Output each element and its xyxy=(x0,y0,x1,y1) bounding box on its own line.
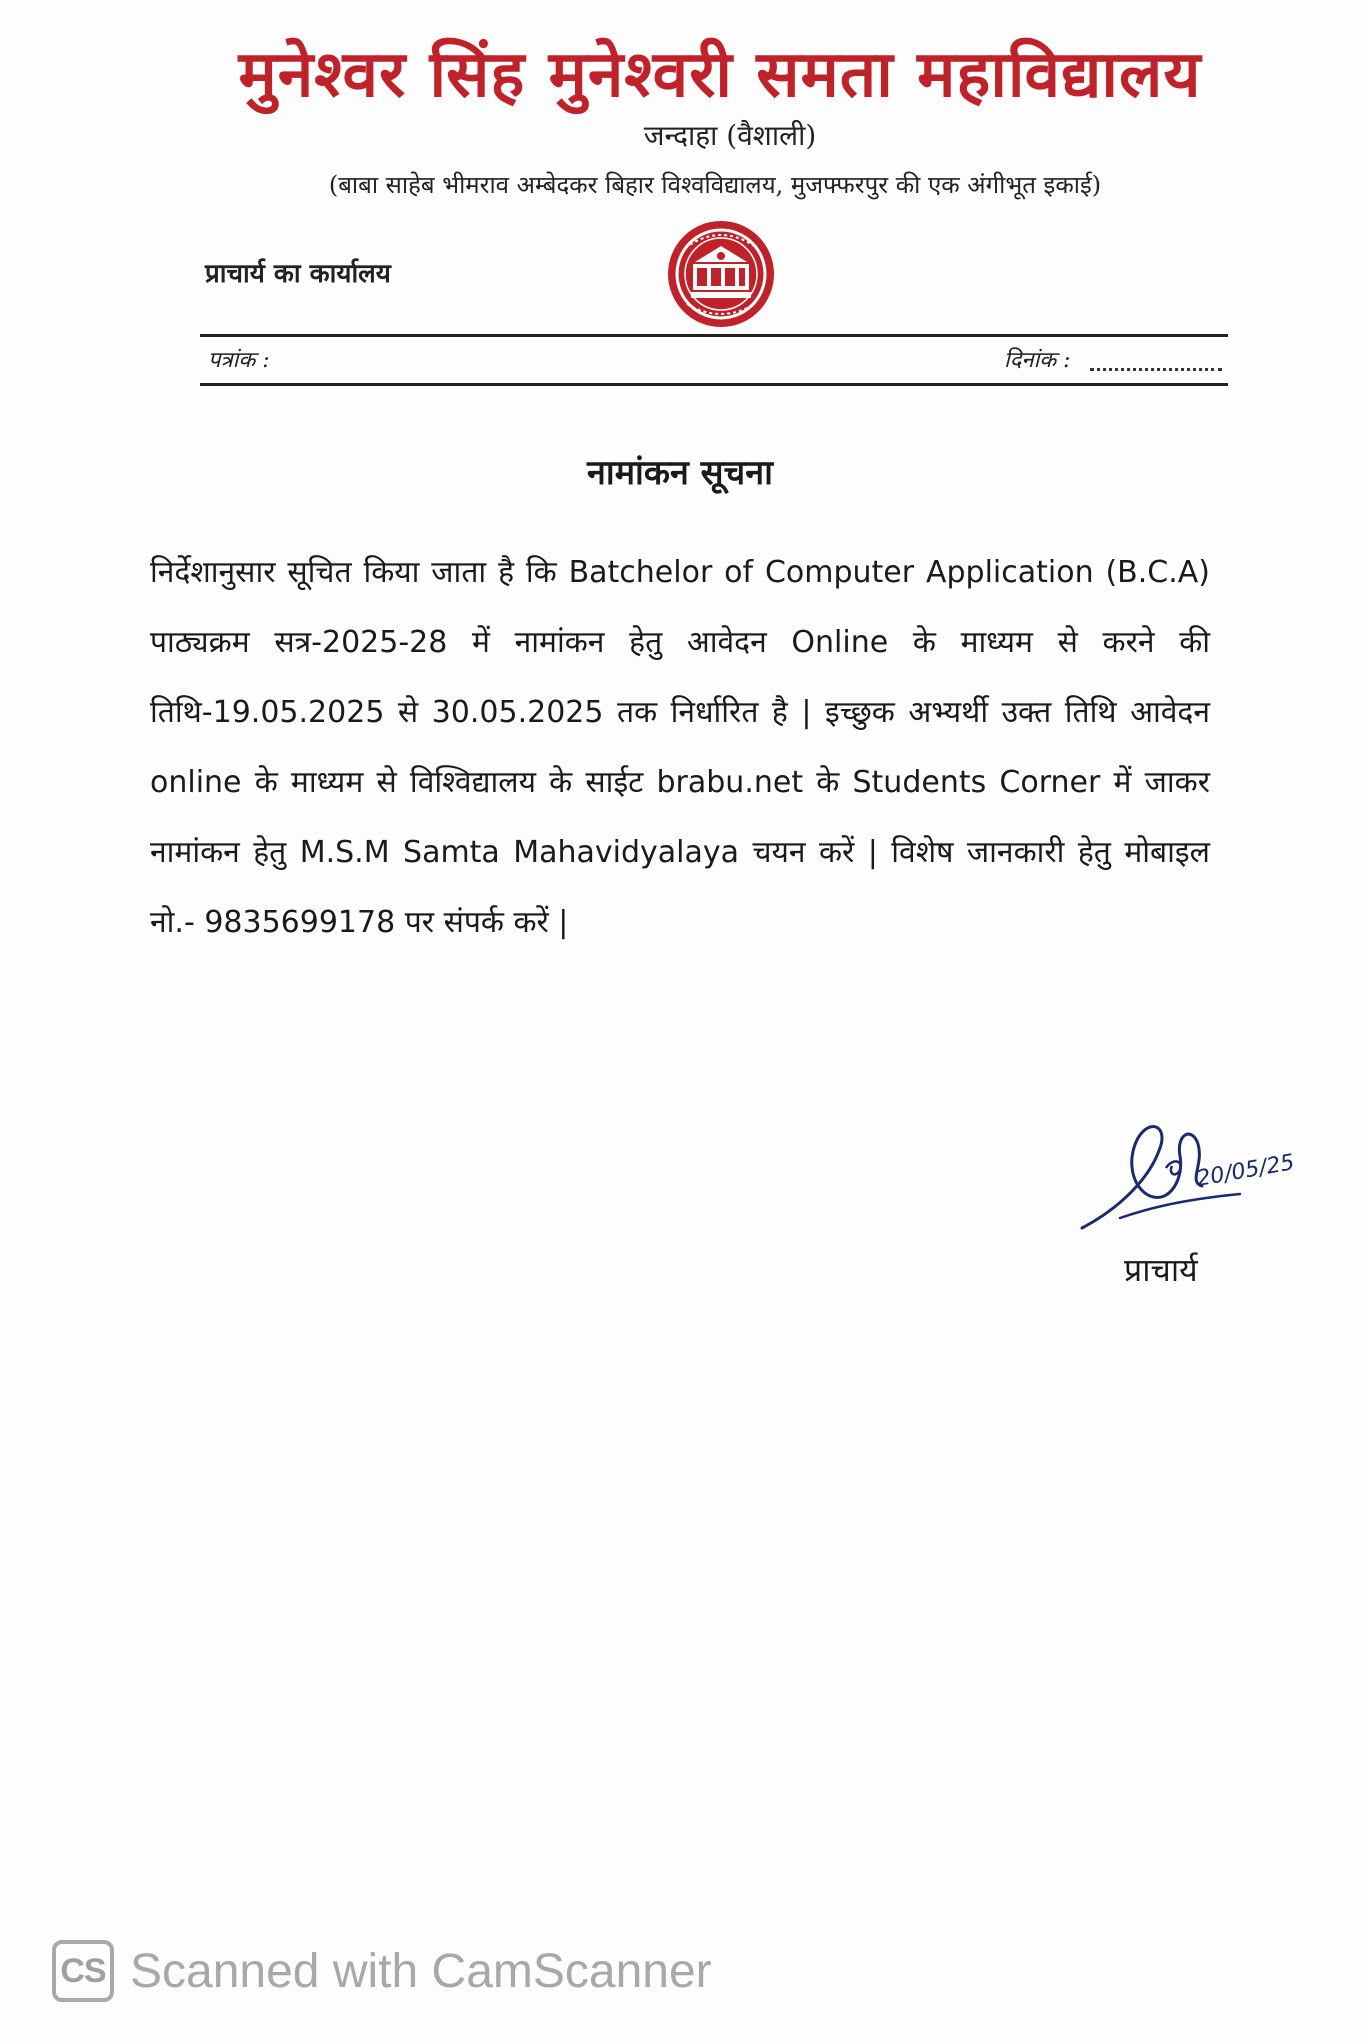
college-name: मुनेश्वर सिंह मुनेश्वरी समता महाविद्यालय xyxy=(238,37,1202,112)
college-seal-icon xyxy=(665,218,777,330)
notice-title: नामांकन सूचना xyxy=(587,453,773,493)
university-affiliation: (बाबा साहेब भीमराव अम्बेदकर बिहार विश्वविद्यालय, मुजफ्फरपुर की एक अंगीभूत इकाई) xyxy=(328,171,1102,199)
signatory-title: प्राचार्य xyxy=(1124,1251,1198,1289)
camscanner-text: Scanned with CamScanner xyxy=(130,1944,712,1998)
header-rule-bottom xyxy=(200,383,1228,386)
date-label: दिनांक : xyxy=(1004,348,1071,373)
camscanner-watermark xyxy=(52,1940,712,2002)
college-location: जन्दाहा (वैशाली) xyxy=(643,119,817,152)
reference-number-label: पत्रांक : xyxy=(208,348,270,373)
office-label: प्राचार्य का कार्यालय xyxy=(205,259,391,289)
date-blank-line xyxy=(1090,350,1222,371)
header-rule-top xyxy=(200,334,1228,337)
notice-body: निर्देशानुसार सूचित किया जाता है कि Batchelor of Computer Application (B.C.A) पाठ्यक्रम सत्र-2025-28 में नामांकन हेतु आवेदन Online के माध्यम से करने की तिथि-19.05.2025 से 30.05.2025 तक निर्धारित है | इच्छुक अभ्यर्थी उक्त तिथि आवेदन online के माध्यम से विश्विद्यालय के साईट brabu.net के Students Corner में जाकर नामांकन हेतु M.S.M Samta Mahavidyalaya चयन करें | विशेष जानकारी हेतु मोबाइल नो.- 9835699178 पर संपर्क करें | xyxy=(150,555,1210,940)
signature-date: 20/05/25 xyxy=(1194,1150,1297,1192)
camscanner-logo-icon: CS xyxy=(52,1940,114,2002)
principal-signature-icon xyxy=(1080,1108,1340,1248)
